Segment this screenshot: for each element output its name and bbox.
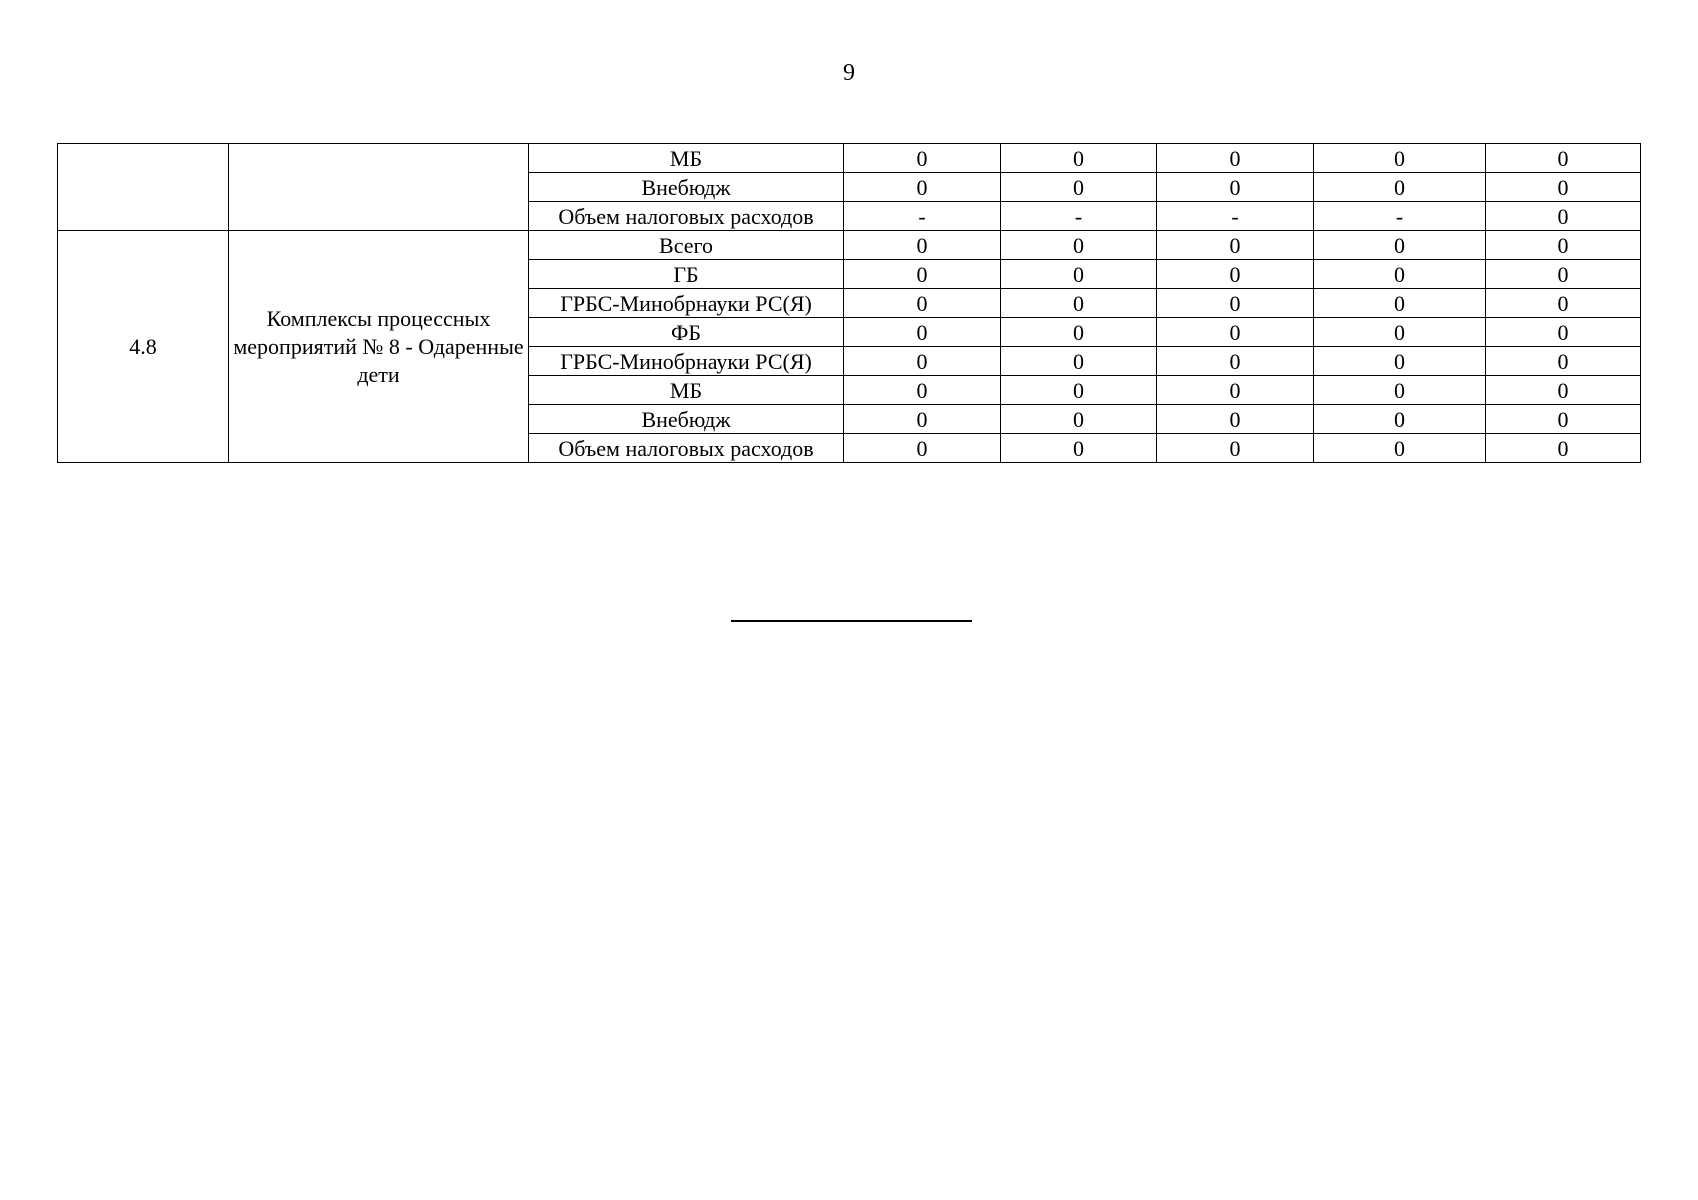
value-cell: 0 (1157, 347, 1314, 376)
value-cell: 0 (1486, 173, 1641, 202)
funding-source-cell: ГРБС-Минобрнауки РС(Я) (529, 347, 844, 376)
value-cell: 0 (1001, 376, 1157, 405)
value-cell: - (1314, 202, 1486, 231)
table-row (58, 144, 1641, 173)
value-cell: 0 (1001, 405, 1157, 434)
value-cell: 0 (1157, 289, 1314, 318)
item-number-cell: 4.8 (58, 231, 229, 463)
funding-source-cell: МБ (529, 376, 844, 405)
funding-source-cell: Внебюдж (529, 173, 844, 202)
value-cell: 0 (1314, 289, 1486, 318)
value-cell: 0 (1486, 434, 1641, 463)
value-cell: 0 (1157, 173, 1314, 202)
value-cell: 0 (1157, 405, 1314, 434)
item-number-cell (58, 144, 229, 231)
value-cell: - (844, 202, 1001, 231)
value-cell: - (1001, 202, 1157, 231)
budget-table (57, 143, 1641, 463)
value-cell: 0 (1157, 376, 1314, 405)
value-cell: 0 (844, 318, 1001, 347)
value-cell: 0 (1157, 231, 1314, 260)
value-cell: 0 (844, 144, 1001, 173)
value-cell: 0 (1486, 231, 1641, 260)
value-cell: 0 (844, 434, 1001, 463)
value-cell: 0 (844, 173, 1001, 202)
value-cell: 0 (1486, 405, 1641, 434)
funding-source-cell: ГРБС-Минобрнауки РС(Я) (529, 289, 844, 318)
value-cell: 0 (1486, 202, 1641, 231)
funding-source-cell: Всего (529, 231, 844, 260)
value-cell: 0 (1314, 173, 1486, 202)
funding-source-cell: Объем налоговых расходов (529, 202, 844, 231)
value-cell: 0 (1314, 144, 1486, 173)
value-cell: 0 (844, 289, 1001, 318)
value-cell: - (1157, 202, 1314, 231)
table-row (58, 231, 1641, 260)
item-name-cell (229, 144, 529, 231)
value-cell: 0 (1486, 318, 1641, 347)
value-cell: 0 (1314, 231, 1486, 260)
value-cell: 0 (844, 260, 1001, 289)
value-cell: 0 (1157, 318, 1314, 347)
value-cell: 0 (1157, 144, 1314, 173)
value-cell: 0 (844, 405, 1001, 434)
value-cell: 0 (1001, 144, 1157, 173)
value-cell: 0 (1486, 347, 1641, 376)
value-cell: 0 (1314, 434, 1486, 463)
value-cell: 0 (1157, 434, 1314, 463)
value-cell: 0 (1001, 434, 1157, 463)
value-cell: 0 (1001, 173, 1157, 202)
funding-source-cell: Внебюдж (529, 405, 844, 434)
value-cell: 0 (1486, 144, 1641, 173)
funding-source-cell: Объем налоговых расходов (529, 434, 844, 463)
value-cell: 0 (1001, 260, 1157, 289)
value-cell: 0 (1314, 405, 1486, 434)
value-cell: 0 (844, 376, 1001, 405)
item-name-cell: Комплексы процессных мероприятий № 8 - Одаренные дети (229, 231, 529, 463)
value-cell: 0 (1001, 289, 1157, 318)
funding-source-cell: МБ (529, 144, 844, 173)
table-body (58, 144, 1641, 463)
value-cell: 0 (1486, 260, 1641, 289)
value-cell: 0 (844, 231, 1001, 260)
value-cell: 0 (1157, 260, 1314, 289)
value-cell: 0 (1314, 260, 1486, 289)
funding-source-cell: ГБ (529, 260, 844, 289)
value-cell: 0 (1001, 318, 1157, 347)
value-cell: 0 (1001, 347, 1157, 376)
page-number: 9 (843, 60, 855, 86)
value-cell: 0 (1314, 347, 1486, 376)
value-cell: 0 (1314, 376, 1486, 405)
value-cell: 0 (1486, 376, 1641, 405)
funding-source-cell: ФБ (529, 318, 844, 347)
value-cell: 0 (1001, 231, 1157, 260)
value-cell: 0 (1486, 289, 1641, 318)
section-separator-line (731, 620, 972, 622)
value-cell: 0 (1314, 318, 1486, 347)
value-cell: 0 (844, 347, 1001, 376)
